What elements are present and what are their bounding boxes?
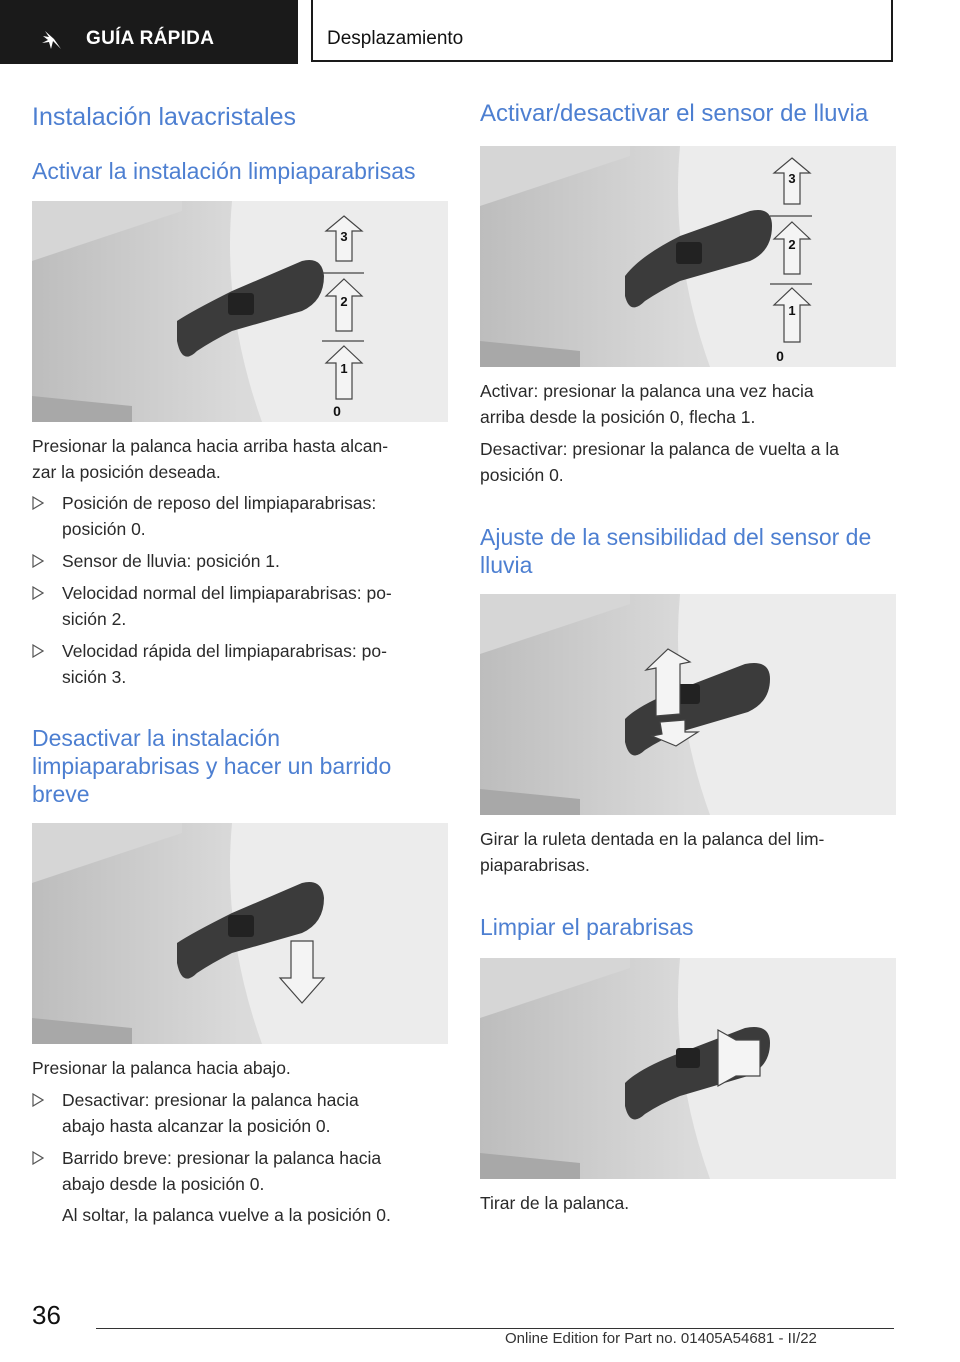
list-item: Barrido breve: presionar la palanca hacia abajo desde la posición 0.	[32, 1145, 448, 1197]
paragraph-deactivate-sensor: Desactivar: presionar la palanca de vuelta a la posición 0.	[480, 439, 839, 485]
section-heading-deactivate-wipers: Desactivar la instalación limpiaparabrisas y hacer un barrido breve	[32, 725, 392, 807]
fig-label-3: 3	[788, 171, 796, 186]
note-release: Al soltar, la palanca vuelve a la posición 0.	[62, 1205, 391, 1225]
figure-rain-sensor-lever	[480, 146, 896, 367]
fig-label-0: 0	[333, 403, 341, 419]
chapter-label: Desplazamiento	[327, 28, 464, 49]
figure-wiper-lever-positions	[32, 201, 448, 422]
figure-sensitivity-wheel	[480, 594, 896, 815]
bullet-triangle-icon	[32, 496, 44, 510]
fig-label-0: 0	[776, 348, 784, 364]
quick-guide-star-icon	[40, 28, 64, 52]
list-item: Posición de reposo del limpiaparabrisas: posición 0.	[32, 490, 448, 542]
chapter-tab	[311, 0, 893, 62]
bullet-triangle-icon	[32, 644, 44, 658]
fig-label-3: 3	[340, 229, 348, 244]
list-item: Desactivar: presionar la palanca hacia abajo hasta alcanzar la posición 0.	[32, 1087, 448, 1139]
bullet-triangle-icon	[32, 1093, 44, 1107]
fig-label-1: 1	[340, 361, 348, 376]
paragraph-pull-lever: Tirar de la palanca.	[480, 1193, 630, 1213]
figure-wiper-lever-down	[32, 823, 448, 1044]
list-item: Velocidad rápida del limpiaparabrisas: po- sición 3.	[32, 638, 448, 690]
list-item: Sensor de lluvia: posición 1.	[32, 548, 448, 574]
page-title: Instalación lavacristales	[32, 103, 297, 131]
footer-divider	[96, 1328, 894, 1329]
footer-edition: Online Edition for Part no. 01405A54681 - II/22	[505, 1330, 817, 1347]
page-number: 36	[32, 1300, 61, 1330]
bullet-triangle-icon	[32, 1151, 44, 1165]
section-heading-clean-windshield: Limpiar el parabrisas	[480, 914, 694, 940]
fig-label-2: 2	[340, 294, 348, 309]
section-heading-activate-wipers: Activar la instalación limpiaparabrisas	[32, 158, 416, 184]
paragraph-activate-sensor: Activar: presionar la palanca una vez hacia arriba desde la posición 0, flecha 1.	[480, 381, 814, 427]
bullet-triangle-icon	[32, 586, 44, 600]
fig-label-2: 2	[788, 237, 796, 252]
fig-label-1: 1	[788, 303, 796, 318]
paragraph-turn-wheel: Girar la ruleta dentada en la palanca del lim- piaparabrisas.	[480, 829, 825, 875]
section-heading-rain-sensor: Activar/desactivar el sensor de lluvia	[480, 100, 869, 127]
section-label: GUÍA RÁPIDA	[86, 28, 215, 49]
section-tab	[0, 0, 298, 64]
figure-pull-lever	[480, 958, 896, 1179]
paragraph-press-down: Presionar la palanca hacia abajo.	[32, 1058, 291, 1078]
paragraph-activate: Presionar la palanca hacia arriba hasta alcan- zar la posición deseada.	[32, 436, 389, 482]
bullet-triangle-icon	[32, 554, 44, 568]
section-heading-sensitivity: Ajuste de la sensibilidad del sensor de lluvia	[480, 524, 872, 578]
list-item: Velocidad normal del limpiaparabrisas: po- sición 2.	[32, 580, 448, 632]
